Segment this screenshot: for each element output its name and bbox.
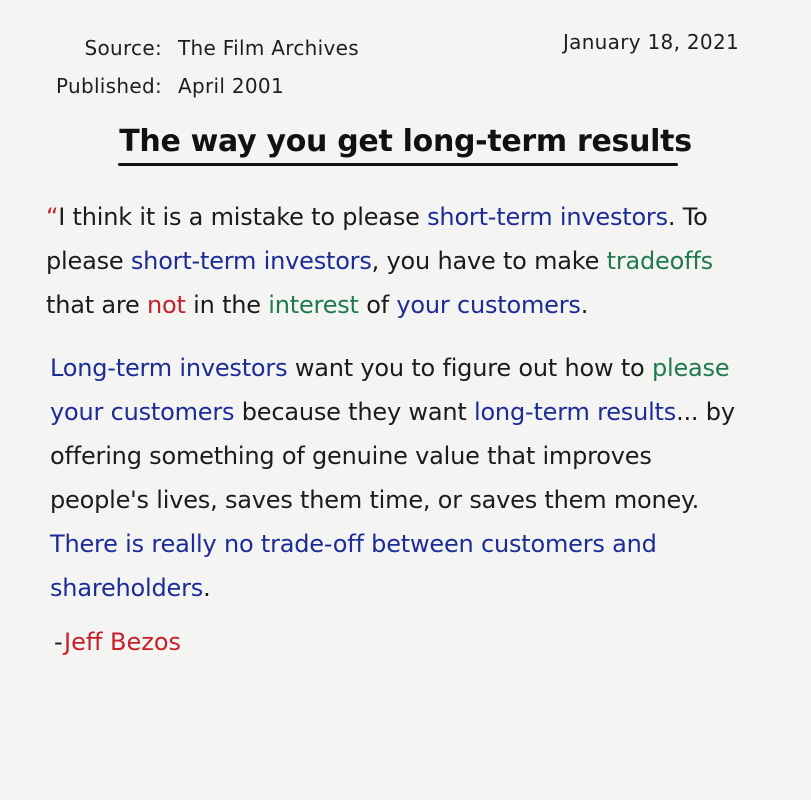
highlight-interest: interest bbox=[268, 291, 359, 319]
author-name: Jeff Bezos bbox=[64, 628, 182, 656]
quote-paragraph-1 bbox=[46, 195, 746, 327]
quote-text: , you have to make bbox=[371, 247, 607, 275]
highlight-please: please bbox=[651, 354, 730, 382]
quote-text: I think it is a mistake to please bbox=[58, 203, 428, 231]
highlight-long-term-results: long-term results bbox=[473, 398, 677, 426]
quote-text: . bbox=[203, 574, 211, 602]
quote-text: that are bbox=[46, 291, 148, 319]
highlight-short-term-investors: short-term investors bbox=[130, 247, 372, 275]
highlight-no-trade-off: There is really no trade-off between customers and shareholders bbox=[50, 530, 657, 602]
quote-text: ... by offering something of genuine value that improves people's lives, saves them time, or saves them money. bbox=[50, 398, 735, 514]
published-value: April 2001 bbox=[178, 74, 284, 98]
source-line bbox=[84, 36, 359, 60]
date: January 18, 2021 bbox=[562, 30, 739, 54]
published-label: Published: bbox=[55, 74, 162, 98]
highlight-your-customers: your customers bbox=[396, 291, 581, 319]
highlight-short-term-investors: short-term investors bbox=[427, 203, 668, 231]
quote-text: . bbox=[580, 291, 589, 319]
published-line bbox=[54, 74, 284, 98]
highlight-long-term-investors: Long-term investors bbox=[50, 354, 288, 382]
open-quote-mark: “ bbox=[46, 203, 59, 231]
quote-text: want you to figure out how to bbox=[287, 354, 652, 382]
highlight-tradeoffs: tradeoffs bbox=[606, 247, 713, 275]
attribution bbox=[54, 628, 181, 656]
title-underline bbox=[118, 163, 678, 166]
highlight-your-customers: your customers bbox=[50, 398, 235, 426]
attribution-dash: - bbox=[54, 628, 64, 656]
source-value: The Film Archives bbox=[178, 36, 359, 60]
source-label: Source: bbox=[84, 36, 162, 60]
highlight-not: not bbox=[147, 291, 186, 319]
quote-text: because they want bbox=[234, 398, 474, 426]
page-title: The way you get long-term results bbox=[119, 124, 692, 159]
quote-text: . To please bbox=[46, 203, 708, 275]
quote-paragraph-2 bbox=[50, 346, 750, 610]
quote-text: of bbox=[358, 291, 397, 319]
quote-text: in the bbox=[185, 291, 269, 319]
